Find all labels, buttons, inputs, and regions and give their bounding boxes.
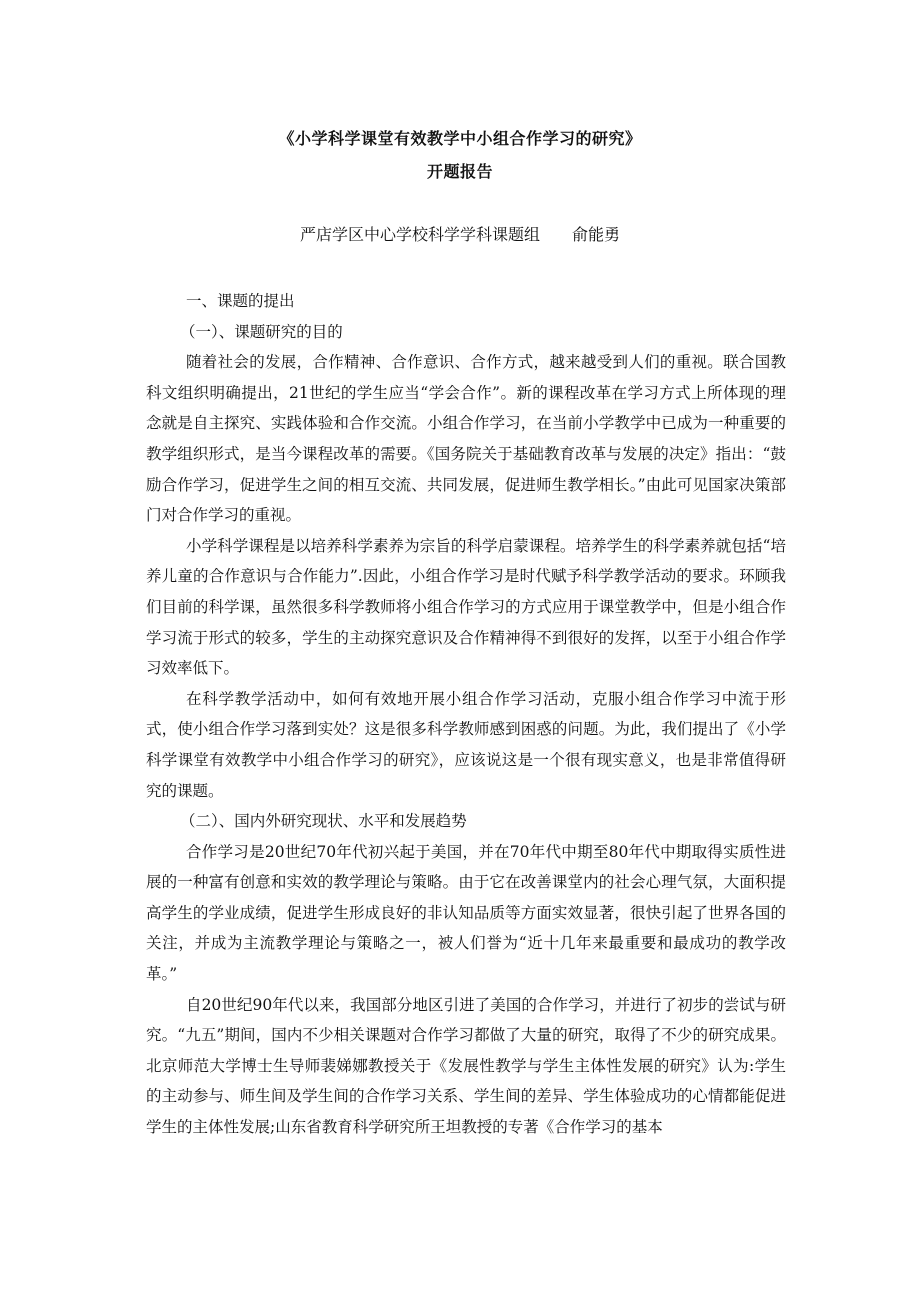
subsection-heading: （二）、国内外研究现状、水平和发展趋势 (180, 812, 467, 831)
body-paragraph: 合作学习是20世纪70年代初兴起于美国，并在70年代中期至80年代中期取得实质性进展的一种富有创意和实效的教学理论与策略。由于它在改善课堂内的社会心理气氛，大面积提高学生的学业成绩，促进学生形成良好的非认知品质等方面实效显著，很快引起了世界各国的关注，并成为主流教学理论与策略之一，被人们誉为“近十几年来最重要和最成功的教学改革。” (146, 842, 786, 984)
body-paragraph: 随着社会的发展，合作精神、合作意识、合作方式，越来越受到人们的重视。联合国教科文组织明确提出，21世纪的学生应当“学会合作”。新的课程改革在学习方式上所体现的理念就是自主探究、实践体验和合作交流。小组合作学习，在当前小学教学中已成为一种重要的教学组织形式，是当今课程改革的需要。《国务院关于基础教育改革与发展的决定》指出：“鼓励合作学习，促进学生之间的相互交流、共同发展，促进师生教学相长。”由此可见国家决策部门对合作学习的重视。 (146, 353, 786, 525)
subsection-heading: （一）、课题研究的目的 (180, 322, 343, 341)
body-paragraph: 小学科学课程是以培养科学素养为宗旨的科学启蒙课程。培养学生的科学素养就包括“培养儿童的合作意识与合作能力”.因此，小组合作学习是时代赋予科学教学活动的要求。环顾我们目前的科学课，虽然很多科学教师将小组合作学习的方式应用于课堂教学中，但是小组合作学习流于形式的较多，学生的主动探究意识及合作精神得不到很好的发挥，以至于小组合作学习效率低下。 (146, 536, 786, 678)
document-subtitle: 开题报告 (426, 162, 493, 181)
body-paragraph: 在科学教学活动中，如何有效地开展小组合作学习活动，克服小组合作学习中流于形式，使小组合作学习落到实处？这是很多科学教师感到困惑的问题。为此，我们提出了《小学科学课堂有效教学中小组合作学习的研究》，应该说这是一个很有现实意义，也是非常值得研究的课题。 (146, 689, 786, 800)
section-heading: 一、课题的提出 (186, 292, 295, 310)
document-title: 《小学科学课堂有效教学中小组合作学习的研究》 (278, 129, 642, 148)
author-byline: 严店学区中心学校科学学科课题组 俞能勇 (299, 225, 620, 244)
body-paragraph: 自20世纪90年代以来，我国部分地区引进了美国的合作学习，并进行了初步的尝试与研究。“九五”期间，国内不少相关课题对合作学习都做了大量的研究，取得了不少的研究成果。北京师范大学博士生导师裴娣娜教授关于《发展性教学与学生主体性发展的研究》认为:学生的主动参与、师生间及学生间的合作学习关系、学生间的差异、学生体验成功的心情都能促进学生的主体性发展;山东省教育科学研究所王坦教授的专著《合作学习的基本 (146, 995, 786, 1137)
document-body (146, 286, 786, 1143)
